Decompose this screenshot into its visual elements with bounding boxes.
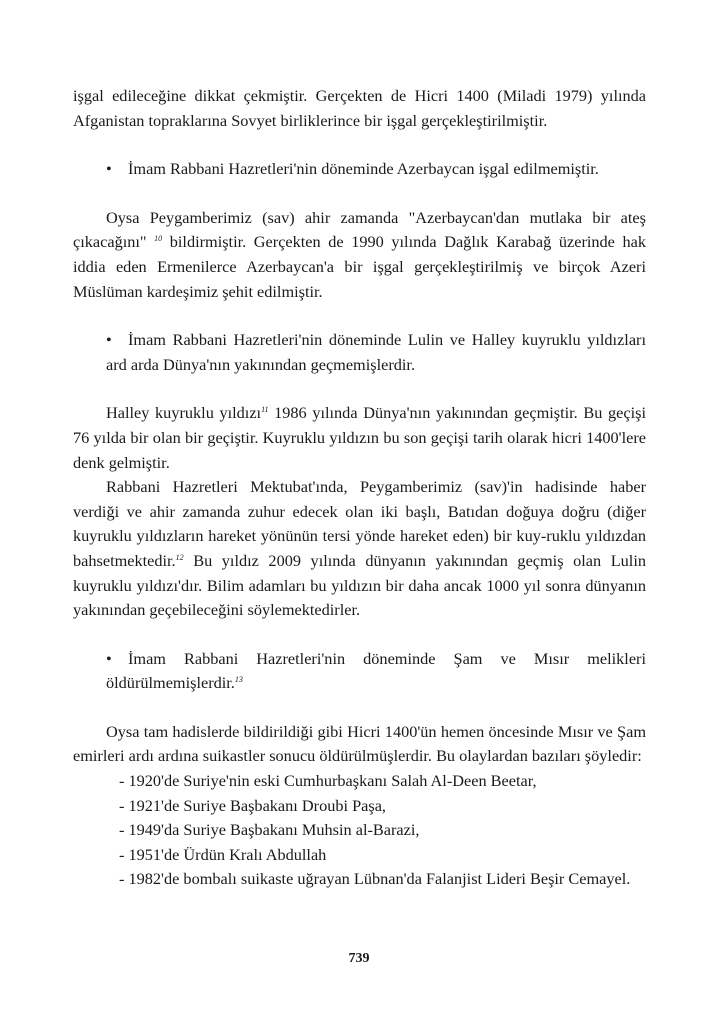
list-item: - 1982'de bombalı suikaste uğrayan Lübnan'da Falanjist Lideri Beşir Cemayel.: [119, 869, 631, 889]
list-item: - 1920'de Suriye'nin eski Cumhurbaşkanı Salah Al-Deen Beetar,: [119, 771, 537, 791]
bullet-comets: [73, 328, 646, 377]
footnote-ref-13: 13: [234, 675, 243, 685]
text-run: Bu yıldız 2009 yılında dünyanın yakınından geçmiş olan Lulin kuyruklu yıldızı'dır. Bilim adamları bu yıldızın bir daha ancak 1000 yıl sonra dünyanın yakınından geçebileceğini söylemektedirler.: [73, 550, 646, 620]
bullet-icon: •: [106, 330, 112, 350]
bullet-text: İmam Rabbani Hazretleri'nin döneminde Lulin ve Halley kuyruklu yıldızları ard arda Dünya'nın yakınından geçmemişlerdir.: [106, 330, 646, 374]
paragraph-halley: [73, 401, 646, 475]
page-number: 739: [348, 951, 370, 966]
paragraph-lulin: [73, 475, 646, 623]
bullet-icon: •: [106, 159, 112, 179]
paragraph-assassinations: Oysa tam hadislerde bildirildiği gibi Hicri 1400'ün hemen öncesinde Mısır ve Şam emirleri ardı ardına suikastler sonucu öldürülmüşlerdir. Bu olaylardan bazıları şöyledir:: [73, 721, 646, 766]
list-item: - 1949'da Suriye Başbakanı Muhsin al-Barazi,: [119, 820, 420, 840]
spacer: [73, 133, 646, 157]
footnote-ref-11: 11: [261, 405, 269, 415]
spacer: [73, 304, 646, 328]
text-run: Halley kuyruklu yıldızı: [106, 403, 262, 423]
spacer: [73, 377, 646, 401]
bullet-text: İmam Rabbani Hazretleri'nin döneminde Azerbaycan işgal edilmemiştir.: [128, 159, 599, 179]
bullet-text: [106, 647, 646, 696]
text-run: Oysa Peygamberimiz (sav) ahir zamanda "Azerbaycan'dan mutlaka bir ateş çıkacağını": [73, 207, 646, 252]
text-run: bildirmiştir. Gerçekten de 1990 yılında Dağlık Karabağ üzerinde hak iddia eden Ermenilerce Azerbaycan'a bir işgal gerçekleştirilmiş ve birçok Azeri Müslüman kardeşimiz şehit edilmiştir.: [73, 232, 646, 301]
page-body: [73, 84, 646, 892]
spacer: [73, 182, 646, 206]
text-run: Rabbani Hazretleri Mektubat'ında, Peygamberimiz (sav)'in hadisinde haber verdiği ve ahir zamanda zuhur edecek olan iki başlı, Batıdan doğuya doğru (diğer kuyruklu yıldızların hareket yönünün tersi yönde hareket eden) bir kuy-ruklu yıldızdan bahsetmektedir.: [73, 477, 646, 570]
text-run: 1986 yılında Dünya'nın yakınından geçmiştir. Bu geçişi 76 yılda bir olan bir geçiştir. Kuyruklu yıldızın bu son geçişi tarih olarak hicri 1400'lere denk gelmiştir.: [73, 403, 646, 472]
footnote-ref-10: 10: [154, 234, 163, 244]
spacer: [73, 696, 646, 720]
paragraph-azerbaijan-fire: [73, 206, 646, 304]
footnote-ref-12: 12: [175, 552, 184, 562]
bullet-icon: •: [106, 648, 112, 668]
list-item: - 1921'de Suriye Başbakanı Droubi Paşa,: [119, 795, 387, 815]
spacer: [73, 623, 646, 647]
bullet-damascus-egypt: [73, 647, 646, 696]
list-item: - 1951'de Ürdün Kralı Abdullah: [119, 844, 327, 864]
bullet-azerbaijan: [73, 157, 646, 182]
paragraph-afghanistan: işgal edileceğine dikkat çekmiştir. Gerçekten de Hicri 1400 (Miladi 1979) yılında Afganistan topraklarına Sovyet birliklerince bir işgal gerçekleştirilmiştir.: [73, 86, 646, 130]
text-run: İmam Rabbani Hazretleri'nin döneminde Şam ve Mısır melikleri öldürülmemişlerdir.: [106, 648, 646, 693]
